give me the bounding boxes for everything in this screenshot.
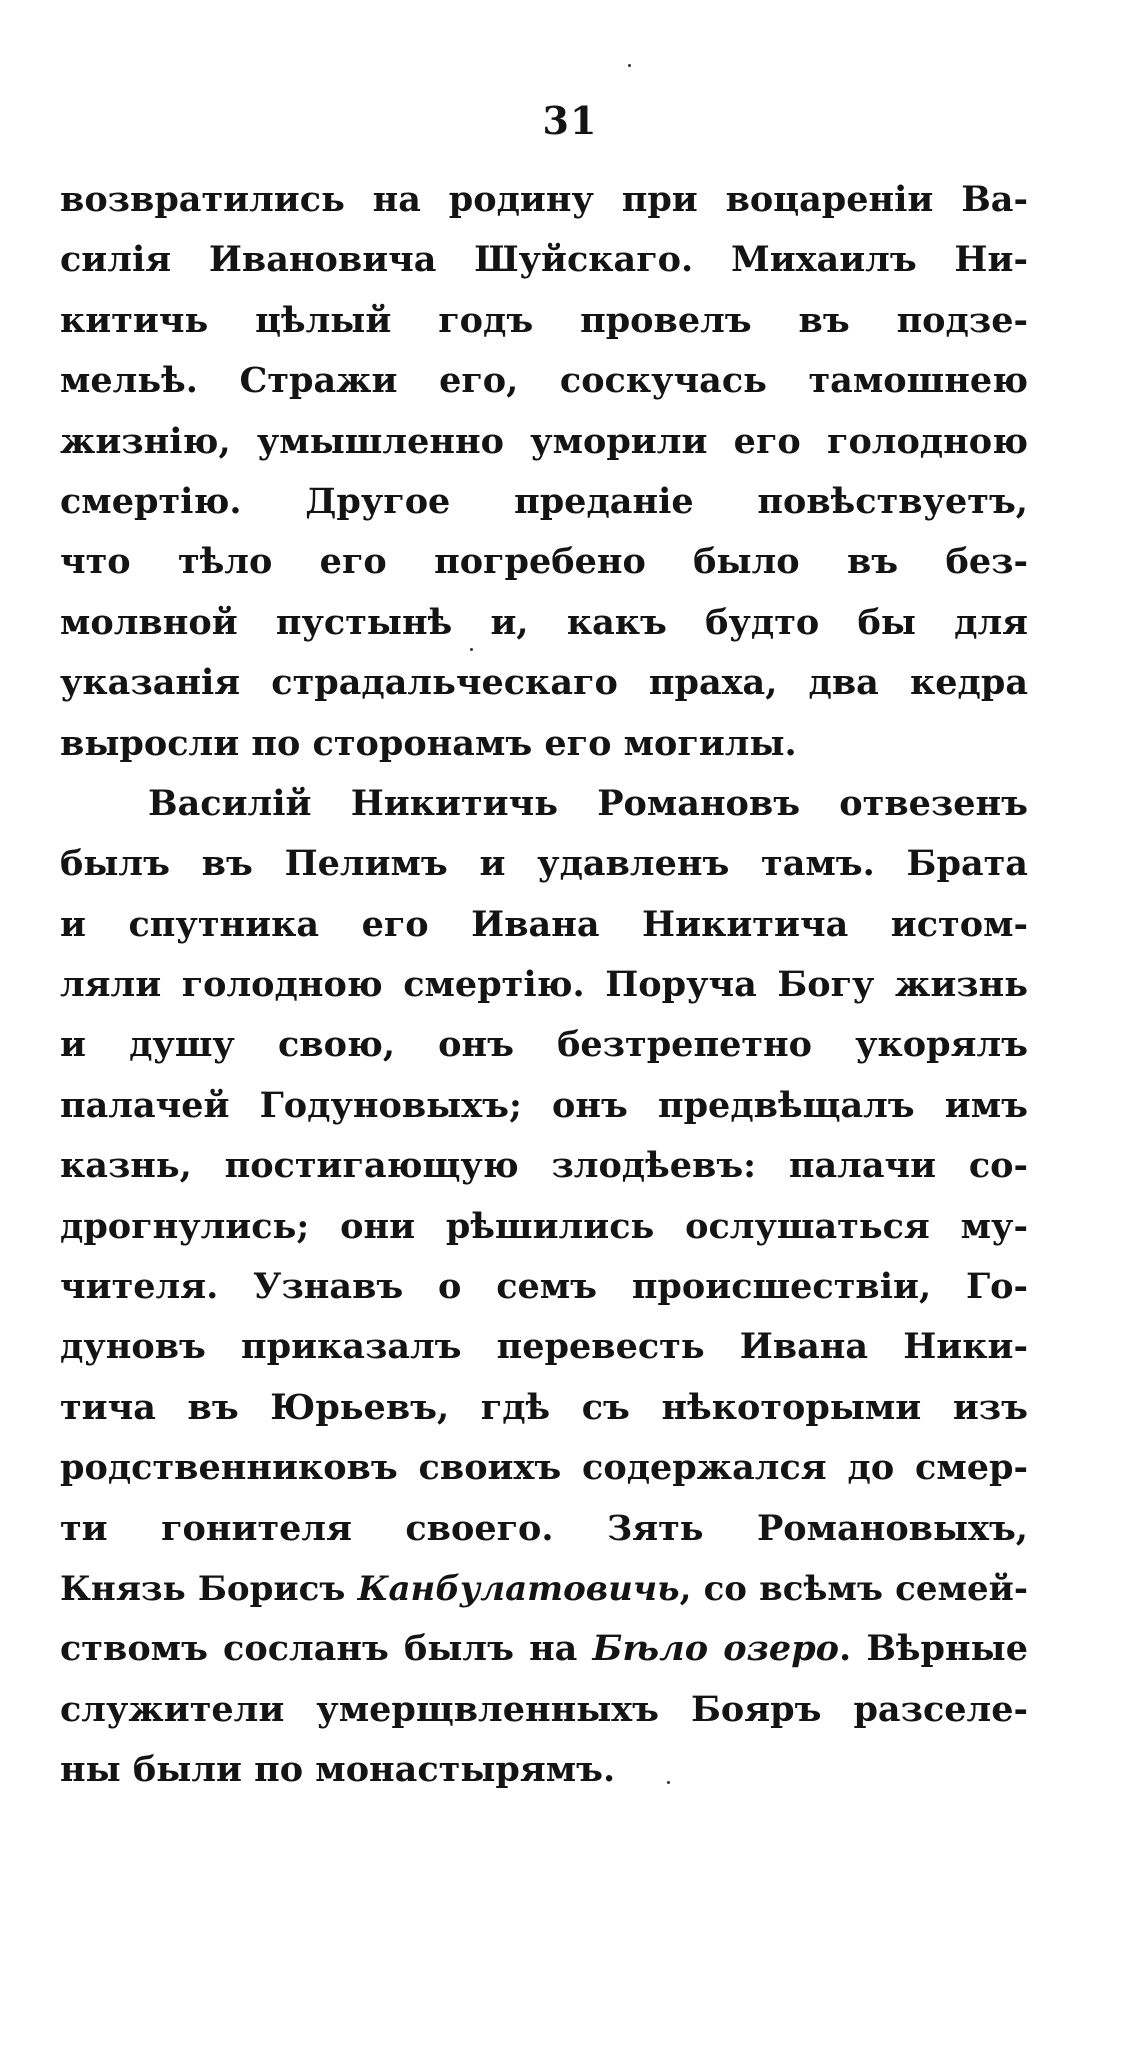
text-line: Василій Никитичь Романовъ отвезенъ [148,782,1028,824]
text-line: ны были по монастырямъ. [60,1749,616,1791]
text-line: чителя. Узнавъ о семъ происшествіи, Го- [60,1266,1028,1308]
italic-name: Канбулатовичь [357,1568,680,1609]
text-run: , со всѣмъ семей- [679,1568,1029,1609]
text-line: и спутника его Ивана Никитича истом- [60,903,1028,945]
text-line: дуновъ приказалъ перевесть Ивана Ники- [60,1326,1028,1368]
text-line: былъ въ Пелимъ и удавленъ тамъ. Брата [60,843,1028,885]
italic-place-name: Бѣло озеро [592,1628,840,1670]
text-line: мельѣ. Стражи его, соскучась тамошнею [60,360,1028,402]
text-line: силія Ивановича Шуйскаго. Михаилъ Ни- [60,239,1028,281]
text-line: и душу свою, онъ безтрепетно укорялъ [60,1024,1028,1066]
text-line: китичь цѣлый годъ провелъ въ подзе- [60,299,1028,341]
text-run: Князь Борисъ [60,1568,358,1609]
text-line [60,1559,1028,1619]
text-line [60,1619,1028,1679]
text-line: возвратились на родину при воцареніи Ва- [60,179,1028,220]
text-line: казнь, постигающую злодѣевъ: палачи со- [60,1145,1028,1187]
text-line: служители умерщвленныхъ Бояръ разселе- [60,1688,1028,1730]
text-line: молвной пустынѣ и, какъ будто бы для [60,601,1028,643]
text-line: тича въ Юрьевъ, гдѣ съ нѣкоторыми изъ [60,1386,1028,1428]
text-line: родственниковъ своихъ содержался до смер- [60,1447,1028,1489]
text-run: ствомъ сосланъ былъ на [60,1628,593,1670]
text-line: ляли голодною смертію. Поруча Богу жизнь [60,964,1028,1006]
print-speck [628,64,631,67]
text-line: выросли по сторонамъ его могилы. [60,722,797,764]
body-text [60,170,1028,1801]
print-speck [470,648,473,651]
text-line: жизнію, умышленно уморили его голодною [60,420,1028,462]
text-run: . Вѣрные [839,1628,1028,1670]
text-line: смертію. Другое преданіе повѣствуетъ, [60,480,1028,522]
text-line: дрогнулись; они рѣшились ослушаться му- [60,1205,1028,1247]
text-line: указанія страдальческаго праха, два кедра [60,662,1028,704]
text-line: палачей Годуновыхъ; онъ предвѣщалъ имъ [60,1084,1028,1126]
text-line: ти гонителя своего. Зять Романовыхъ, [60,1507,1028,1549]
print-speck [667,1781,670,1784]
text-line: что тѣло его погребено было въ без- [60,541,1028,583]
page-number: 31 [542,98,598,143]
